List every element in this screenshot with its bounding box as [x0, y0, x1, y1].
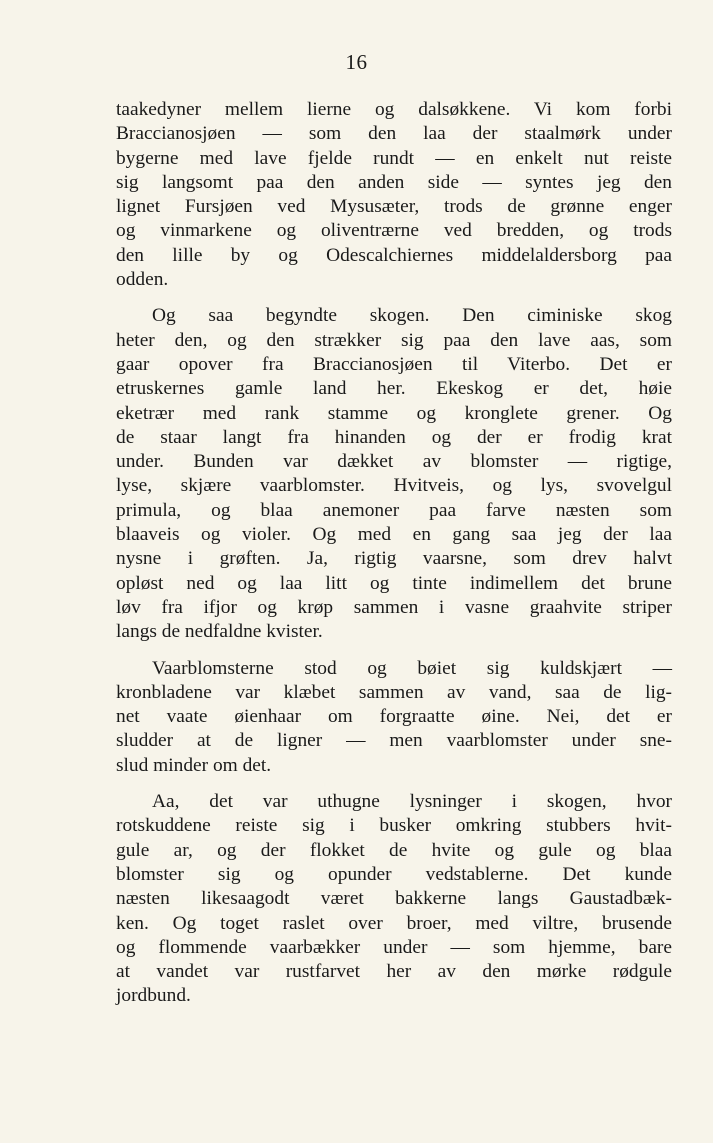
text-line: rotskuddene reiste sig i busker omkring stubbers hvit- — [116, 815, 672, 837]
text-line: Aa, det var uthugne lysninger i skogen, hvor — [152, 791, 672, 813]
text-line: bygerne med lave fjelde rundt — en enkelt nut reiste — [116, 147, 672, 169]
text-line: næsten likesaagodt været bakkerne langs Gaustadbæk- — [116, 888, 672, 910]
text-line: langs de nedfaldne kvister. — [116, 621, 323, 643]
text-line: sludder at de ligner — men vaarblomster under sne- — [116, 730, 672, 752]
text-line: heter den, og den strækker sig paa den lave aas, som — [116, 329, 672, 351]
text-line: net vaate øienhaar om forgraatte øine. Nei, det er — [116, 706, 672, 728]
text-line: den lille by og Odescalchiernes middelaldersborg paa — [116, 244, 672, 266]
paragraph-4 — [116, 790, 672, 1009]
paragraph-2 — [116, 304, 672, 644]
text-line: primula, og blaa anemoner paa farve næsten som — [116, 499, 672, 521]
paragraph-1 — [116, 98, 672, 292]
text-line: Og saa begyndte skogen. Den ciminiske skog — [152, 305, 672, 327]
text-line: løv fra ifjor og krøp sammen i vasne graahvite striper — [116, 596, 672, 618]
text-line: taakedyner mellem lierne og dalsøkkene. Vi kom forbi — [116, 99, 672, 120]
page-number: 16 — [345, 50, 368, 74]
text-line: gaar opover fra Braccianosjøen til Viterbo. Det er — [116, 353, 672, 375]
text-line: slud minder om det. — [116, 754, 272, 776]
text-line: sig langsomt paa den anden side — syntes jeg den — [116, 171, 672, 193]
text-line: blaaveis og violer. Og med en gang saa jeg der laa — [116, 524, 672, 546]
text-line: lignet Fursjøen ved Mysusæter, trods de grønne enger — [116, 196, 672, 218]
text-line: opløst ned og laa litt og tinte indimellem det brune — [116, 572, 672, 594]
text-line: at vandet var rustfarvet her av den mørke rødgule — [116, 961, 672, 983]
text-line: ken. Og toget raslet over broer, med viltre, brusende — [116, 912, 672, 934]
body-text — [116, 98, 672, 1009]
text-line: og flommende vaarbækker under — som hjemme, bare — [116, 936, 672, 958]
text-line: blomster sig og opunder vedstablerne. Det kunde — [116, 863, 672, 885]
text-line: de staar langt fra hinanden og der er frodig krat — [116, 426, 672, 448]
text-line: Braccianosjøen — som den laa der staalmørk under — [116, 123, 672, 145]
text-line: under. Bunden var dækket av blomster — rigtige, — [116, 451, 672, 473]
text-line: jordbund. — [116, 985, 191, 1007]
text-line: odden. — [116, 269, 169, 291]
text-line: gule ar, og der flokket de hvite og gule og blaa — [116, 839, 672, 861]
text-line: nysne i grøften. Ja, rigtig vaarsne, som drev halvt — [116, 548, 672, 570]
text-line: lyse, skjære vaarblomster. Hvitveis, og lys, svovelgul — [116, 475, 672, 497]
text-line: Vaarblomsterne stod og bøiet sig kuldskjært — — [152, 657, 672, 679]
paragraph-3 — [116, 657, 672, 778]
text-line: kronbladene var klæbet sammen av vand, saa de lig- — [116, 681, 672, 703]
text-line: etruskernes gamle land her. Ekeskog er det, høie — [116, 378, 672, 400]
text-line: eketrær med rank stamme og kronglete grener. Og — [116, 402, 672, 424]
text-line: og vinmarkene og oliventrærne ved bredden, og trods — [116, 220, 672, 242]
